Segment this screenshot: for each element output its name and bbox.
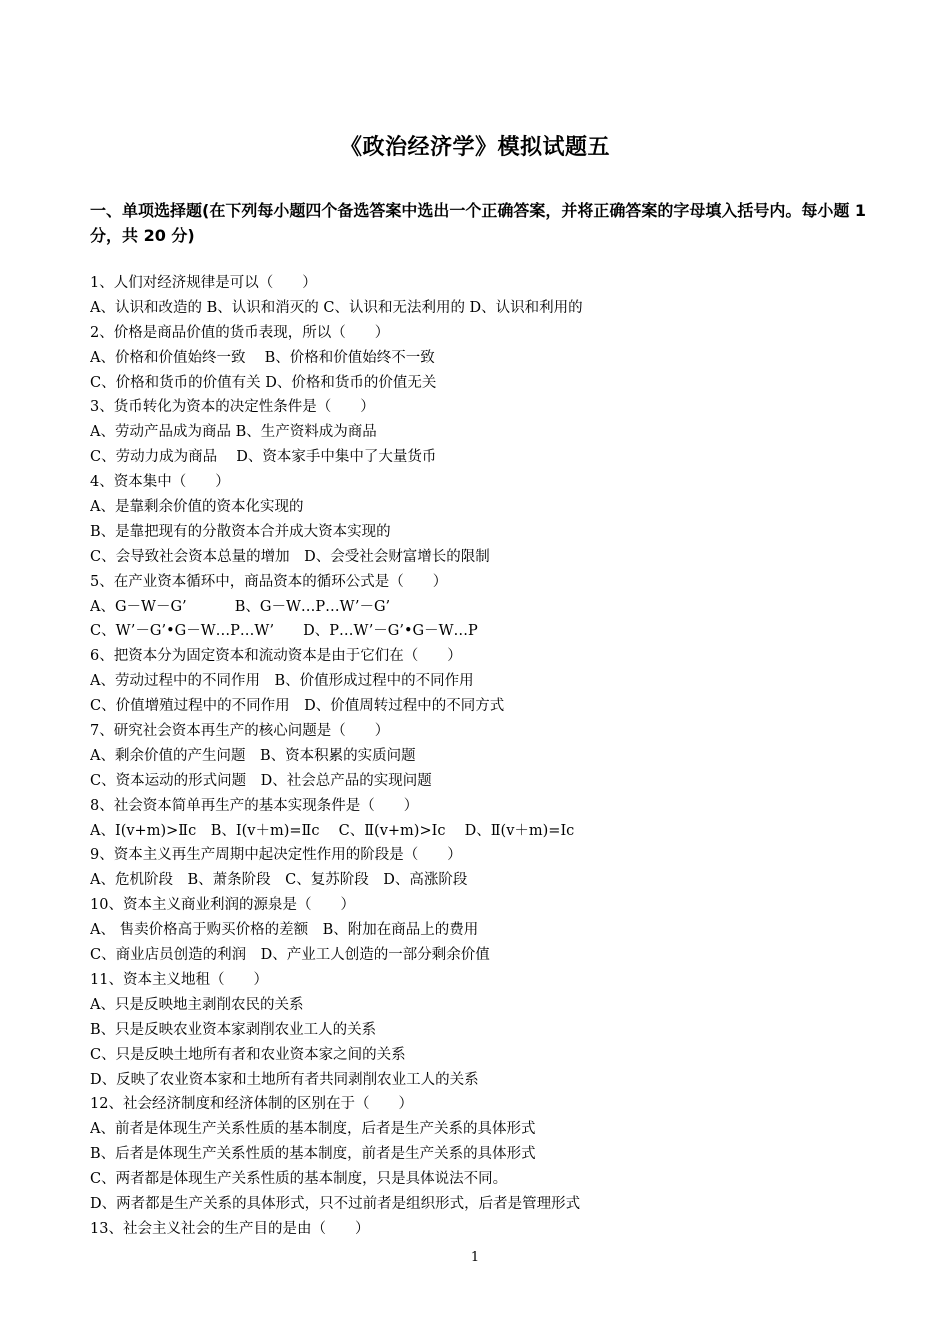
text-line: C、W’－G’•G－W…P…W’ D、P…W’－G’•G－W…P	[90, 623, 478, 640]
text-line: 6、把资本分为固定资本和流动资本是由于它们在（ ）	[90, 648, 462, 665]
text-line: A、只是反映地主剥削农民的关系	[90, 996, 304, 1013]
text-line: A、Ⅰ(v+m)>Ⅱc B、Ⅰ(v＋m)=Ⅱc C、Ⅱ(v+m)>Ⅰc D、Ⅱ(v＋m)=Ⅰc	[90, 822, 575, 839]
text-line: A、G－W－G’ B、G－W…P…W’－G’	[90, 598, 391, 615]
text-line: 1、人们对经济规律是可以（ ）	[90, 275, 317, 291]
text-line: C、只是反映土地所有者和农业资本家之间的关系	[90, 1046, 406, 1063]
text-line: C、商业店员创造的利润 D、产业工人创造的一部分剩余价值	[90, 947, 490, 964]
text-line: 5、在产业资本循环中，商品资本的循环公式是（ ）	[90, 573, 448, 590]
text-line: 12、社会经济制度和经济体制的区别在于（ ）	[90, 1096, 413, 1113]
text-line: B、是靠把现有的分散资本合并成大资本实现的	[90, 523, 391, 540]
text-line: C、资本运动的形式问题 D、社会总产品的实现问题	[90, 772, 432, 789]
text-line: A、是靠剩余价值的资本化实现的	[90, 499, 304, 516]
text-line: 10、资本主义商业利润的源泉是（ ）	[90, 897, 355, 914]
text-line: C、会导致社会资本总量的增加 D、会受社会财富增长的限制	[90, 548, 490, 565]
text-line: 4、资本集中（ ）	[90, 474, 230, 491]
text-line: C、价值增殖过程中的不同作用 D、价值周转过程中的不同方式	[90, 698, 505, 715]
text-line: 3、货币转化为资本的决定性条件是（ ）	[90, 399, 375, 416]
text-line: 7、研究社会资本再生产的核心问题是（ ）	[90, 723, 390, 740]
text-line: A、劳动过程中的不同作用 B、价值形成过程中的不同作用	[90, 673, 474, 690]
text-line: A、前者是体现生产关系性质的基本制度，后者是生产关系的具体形式	[90, 1121, 536, 1138]
text-line: D、两者都是生产关系的具体形式，只不过前者是组织形式，后者是管理形式	[90, 1195, 581, 1212]
text-line: A、价格和价值始终一致 B、价格和价值始终不一致	[90, 349, 435, 366]
question-list	[90, 271, 880, 1242]
text-line: A、劳动产品成为商品 B、生产资料成为商品	[90, 424, 377, 441]
text-line: 11、资本主义地租（ ）	[90, 971, 268, 988]
text-line: C、价格和货币的价值有关 D、价格和货币的价值无关	[90, 374, 437, 391]
text-line: B、后者是体现生产关系性质的基本制度，前者是生产关系的具体形式	[90, 1146, 536, 1163]
text-line: 9、资本主义再生产周期中起决定性作用的阶段是（ ）	[90, 847, 462, 864]
text-line: B、只是反映农业资本家剥削农业工人的关系	[90, 1021, 377, 1038]
text-line: A、危机阶段 B、萧条阶段 C、复苏阶段 D、高涨阶段	[90, 872, 468, 889]
text-line: 8、社会资本简单再生产的基本实现条件是（ ）	[90, 797, 419, 814]
text-line: C、劳动力成为商品 D、资本家手中集中了大量货币	[90, 449, 437, 466]
page-number: 1	[470, 1250, 480, 1265]
text-line: 2、价格是商品价值的货币表现，所以（ ）	[90, 324, 390, 341]
text-line: C、两者都是体现生产关系性质的基本制度，只是具体说法不同。	[90, 1171, 508, 1188]
text-line: D、反映了农业资本家和土地所有者共同剥削农业工人的关系	[90, 1071, 479, 1088]
text-line: 13、社会主义社会的生产目的是由（ ）	[90, 1220, 370, 1237]
page-title: 《政治经济学》模拟试题五	[339, 135, 610, 160]
text-line: A、剩余价值的产生问题 B、资本积累的实质问题	[90, 747, 416, 764]
text-line: A、认识和改造的 B、认识和消灭的 C、认识和无法利用的 D、认识和利用的	[90, 299, 583, 316]
text-line: A、 售卖价格高于购买价格的差额 B、附加在商品上的费用	[90, 922, 479, 939]
section-heading: 一、单项选择题(在下列每小题四个备选答案中选出一个正确答案，并将正确答案的字母填入括号内。每小题 1 分，共 20 分)	[90, 201, 867, 245]
